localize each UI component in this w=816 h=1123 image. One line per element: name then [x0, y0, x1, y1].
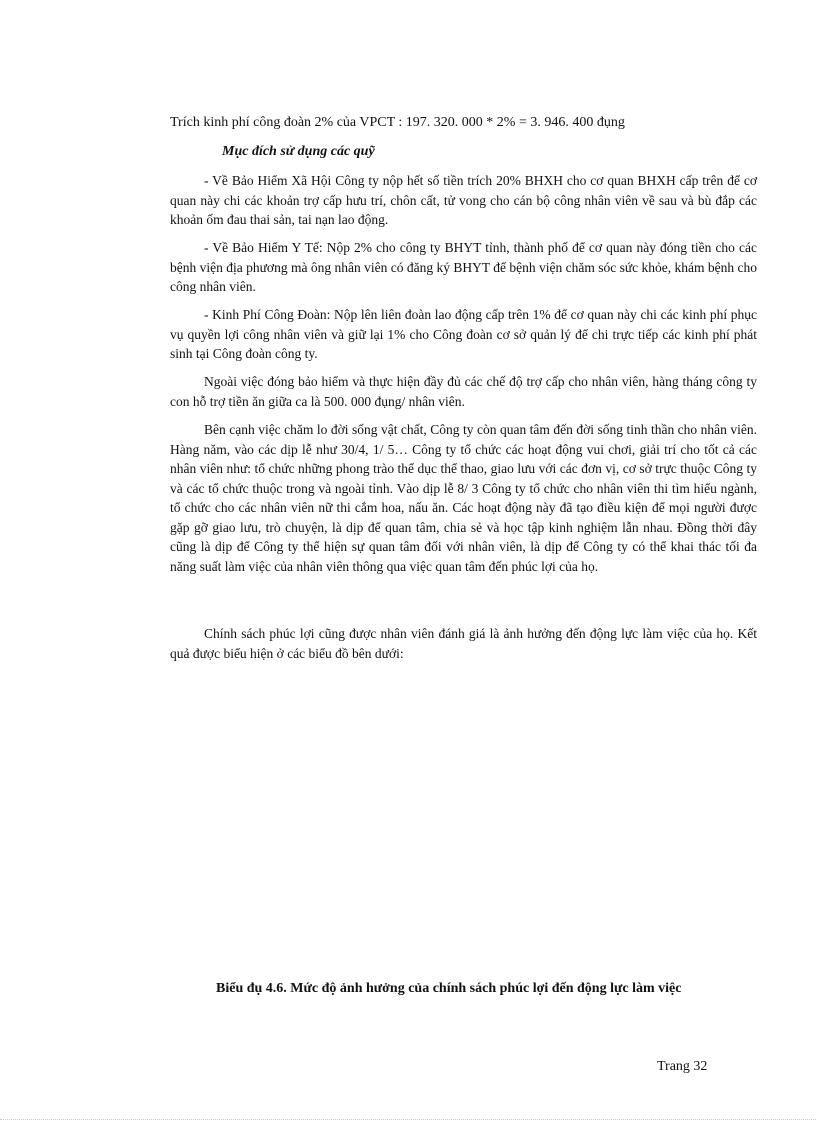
paragraph-welfare-evaluation: Chính sách phúc lợi cũng được nhân viên đánh giá là ảnh hưởng đến động lực làm việc của họ. Kết quả được biểu hiện ở các biểu đồ bên dưới:	[170, 626, 757, 661]
paragraph-social-insurance: - Về Bảo Hiểm Xã Hội Công ty nộp hết số tiền trích 20% BHXH cho cơ quan BHXH cấp trên để cơ quan này chi các khoản trợ cấp hưu trí, chôn cất, tử vong cho cán bộ công nhân viên về sau và bù đắp các khoản ốm đau thai sản, tai nạn lao động.	[170, 173, 757, 227]
paragraph-health-insurance: - Về Bảo Hiểm Y Tế: Nộp 2% cho công ty BHYT tỉnh, thành phố để cơ quan này đóng tiền cho các bệnh viện địa phương mà ông nhân viên có đăng ký BHYT để bệnh viện chăm sóc sức khỏe, khám bệnh cho công nhân viên.	[170, 240, 757, 294]
chart-placeholder-area	[170, 675, 757, 965]
page-number: Trang 32	[657, 1059, 708, 1074]
union-fee-calculation: Trích kinh phí công đoàn 2% của VPCT : 197. 320. 000 * 2% = 3. 946. 400 đụng	[170, 115, 625, 130]
paragraph-spiritual-life: Bên cạnh việc chăm lo đời sống vật chất, Công ty còn quan tâm đến đời sống tinh thần cho nhân viên. Hàng năm, vào các dịp lễ như 30/4, 1/ 5… Công ty tổ chức các hoạt động vui chơi, giải trí cho tốt cả các nhân viên như: tổ chức những phong trào thể dục thể thao, giao lưu với các đơn vị, cơ sở trực thuộc Công ty và các tổ chức thuộc trong và ngoài tỉnh. Vào dịp lễ 8/ 3 Công ty tổ chức cho nhân viên thi tìm hiểu ngành, tổ chức cho các nhân viên nữ thi cắm hoa, nấu ăn. Các hoạt động này đã tạo điều kiện để mọi người được gặp gỡ giao lưu, trò chuyện, là dịp để quan tâm, chia sẻ và học tập kinh nghiệm lẫn nhau. Đồng thời đây cũng là dịp để Công ty thể hiện sự quan tâm đối với nhân viên, là dịp để Công ty có thể khai thác tối đa năng suất làm việc của nhân viên thông qua việc quan tâm đến phúc lợi của họ.	[170, 422, 757, 574]
section-heading-fund-purpose: Mục đích sử dụng các quỹ	[222, 144, 375, 159]
chart-caption: Biểu đụ 4.6. Mức độ ảnh hưởng của chính sách phúc lợi đến động lực làm việc	[216, 981, 682, 996]
page-bottom-rule	[0, 1119, 816, 1120]
paragraph-union-fee: - Kinh Phí Công Đoàn: Nộp lên liên đoàn lao động cấp trên 1% để cơ quan này chi các kinh phí phục vụ quyền lợi công nhân viên và giữ lại 1% cho Công đoàn cơ sở quản lý để chi trực tiếp các kinh phí phát sinh tại Công đoàn công ty.	[170, 307, 757, 361]
paragraph-meal-allowance: Ngoài việc đóng bảo hiểm và thực hiện đầy đủ các chế độ trợ cấp cho nhân viên, hàng tháng công ty con hỗ trợ tiền ăn giữa ca là 500. 000 đụng/ nhân viên.	[170, 374, 757, 409]
